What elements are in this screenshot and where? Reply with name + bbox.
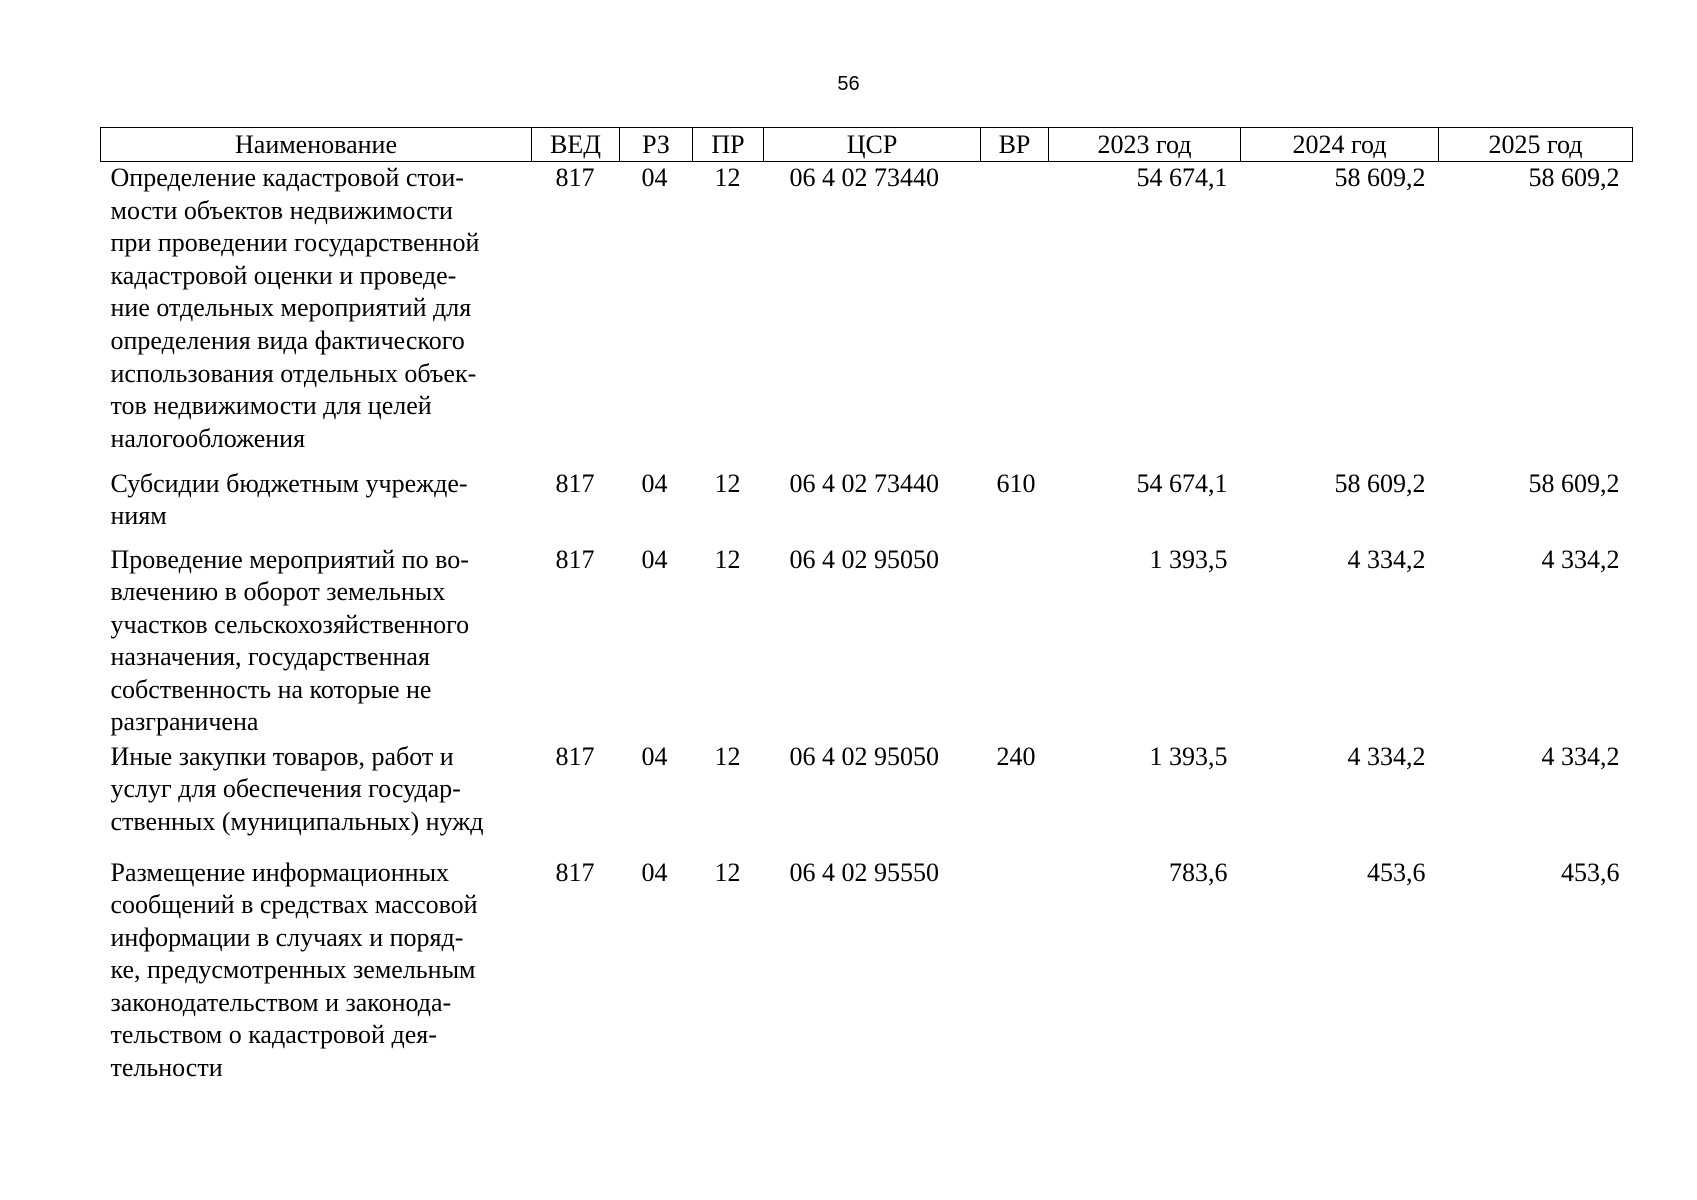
- csr-cell: 06 4 02 95050: [789, 544, 939, 574]
- table-row: [101, 544, 1633, 741]
- name-line: влечению в оборот земельных: [110, 577, 446, 607]
- amount-2024-cell: 4 334,2: [1347, 741, 1426, 771]
- amount-2025-cell: 58 609,2: [1528, 468, 1620, 498]
- name-line: Определение кадастровой стои-: [110, 163, 464, 192]
- name-line: ниям: [110, 501, 167, 531]
- name-line: назначения, государственная: [110, 642, 430, 672]
- name-line: разграничена: [110, 707, 259, 737]
- amount-2023-cell: 54 674,1: [1136, 468, 1228, 498]
- vr-cell: [981, 544, 1049, 741]
- name-line: ке, предусмотренных земельным: [110, 955, 476, 985]
- name-line: Размещение информационных: [110, 857, 450, 887]
- name-line: информации в случаях и поряд-: [110, 922, 464, 952]
- name-line: определения вида фактического: [110, 325, 465, 355]
- budget-table: [100, 127, 1633, 1089]
- name-line: Проведение мероприятий по во-: [110, 544, 469, 574]
- name-line: услуг для обеспечения государ-: [110, 774, 461, 804]
- pr-cell: 12: [714, 163, 741, 192]
- csr-cell: 06 4 02 73440: [789, 163, 939, 192]
- ved-cell: 817: [555, 741, 595, 771]
- pr-cell: 12: [714, 857, 741, 887]
- row-name-cell: [101, 468, 532, 544]
- row-name-cell: [101, 741, 532, 857]
- pr-cell: 12: [714, 544, 741, 574]
- pr-cell: 12: [714, 468, 741, 498]
- amount-2024-cell: 453,6: [1367, 857, 1426, 887]
- amount-2024-cell: 4 334,2: [1347, 544, 1426, 574]
- header-2024: 2024 год: [1241, 128, 1439, 162]
- table-header-row: [101, 128, 1633, 162]
- pr-cell: 12: [714, 741, 741, 771]
- header-2023: 2023 год: [1049, 128, 1241, 162]
- name-line: тельности: [110, 1053, 223, 1083]
- vr-cell: [981, 162, 1049, 468]
- ved-cell: 817: [555, 163, 595, 192]
- ved-cell: 817: [555, 544, 595, 574]
- name-line: налогообложения: [110, 423, 306, 453]
- amount-2025-cell: 58 609,2: [1528, 163, 1620, 192]
- rz-cell: 04: [641, 857, 668, 887]
- table-row: [101, 857, 1633, 1089]
- header-csr: ЦСР: [764, 128, 981, 162]
- amount-2023-cell: 54 674,1: [1136, 163, 1228, 192]
- name-line: участков сельскохозяйственного: [110, 609, 470, 639]
- header-vr: ВР: [981, 128, 1049, 162]
- vr-cell: 610: [996, 468, 1036, 498]
- row-name-cell: [101, 544, 532, 741]
- row-name-cell: [101, 857, 532, 1089]
- vr-cell: 240: [996, 741, 1036, 771]
- csr-cell: 06 4 02 73440: [789, 468, 939, 498]
- name-line: при проведении государственной: [110, 228, 480, 258]
- name-line: законодательством и законода-: [110, 987, 452, 1017]
- page-number: 56: [837, 73, 860, 95]
- rz-cell: 04: [641, 468, 668, 498]
- row-name-cell: [101, 162, 532, 468]
- name-line: использования отдельных объек-: [110, 358, 477, 388]
- name-line: ние отдельных мероприятий для: [110, 293, 472, 323]
- amount-2024-cell: 58 609,2: [1334, 163, 1426, 192]
- ved-cell: 817: [555, 468, 595, 498]
- name-line: тельством о кадастровой дея-: [110, 1020, 437, 1050]
- name-line: кадастровой оценки и проведе-: [110, 260, 457, 290]
- csr-cell: 06 4 02 95050: [789, 741, 939, 771]
- amount-2023-cell: 783,6: [1169, 857, 1228, 887]
- ved-cell: 817: [555, 857, 595, 887]
- header-name: Наименование: [101, 128, 532, 162]
- rz-cell: 04: [641, 163, 668, 192]
- amount-2024-cell: 58 609,2: [1334, 468, 1426, 498]
- table-row: [101, 162, 1633, 468]
- amount-2025-cell: 453,6: [1561, 857, 1620, 887]
- name-line: Субсидии бюджетным учрежде-: [110, 468, 468, 498]
- amount-2025-cell: 4 334,2: [1541, 741, 1620, 771]
- header-rz: РЗ: [620, 128, 693, 162]
- csr-cell: 06 4 02 95550: [789, 857, 939, 887]
- header-2025: 2025 год: [1439, 128, 1633, 162]
- amount-2025-cell: 4 334,2: [1541, 544, 1620, 574]
- amount-2023-cell: 1 393,5: [1149, 741, 1228, 771]
- name-line: ственных (муниципальных) нужд: [110, 806, 484, 836]
- name-line: собственность на которые не: [110, 674, 432, 704]
- name-line: мости объектов недвижимости: [110, 195, 453, 225]
- table-row: [101, 741, 1633, 857]
- amount-2023-cell: 1 393,5: [1149, 544, 1228, 574]
- header-pr: ПР: [693, 128, 764, 162]
- table-row: [101, 468, 1633, 544]
- rz-cell: 04: [641, 544, 668, 574]
- name-line: тов недвижимости для целей: [110, 391, 432, 421]
- name-line: Иные закупки товаров, работ и: [110, 741, 454, 771]
- rz-cell: 04: [641, 741, 668, 771]
- name-line: сообщений в средствах массовой: [110, 890, 478, 920]
- vr-cell: [981, 857, 1049, 1089]
- header-ved: ВЕД: [532, 128, 620, 162]
